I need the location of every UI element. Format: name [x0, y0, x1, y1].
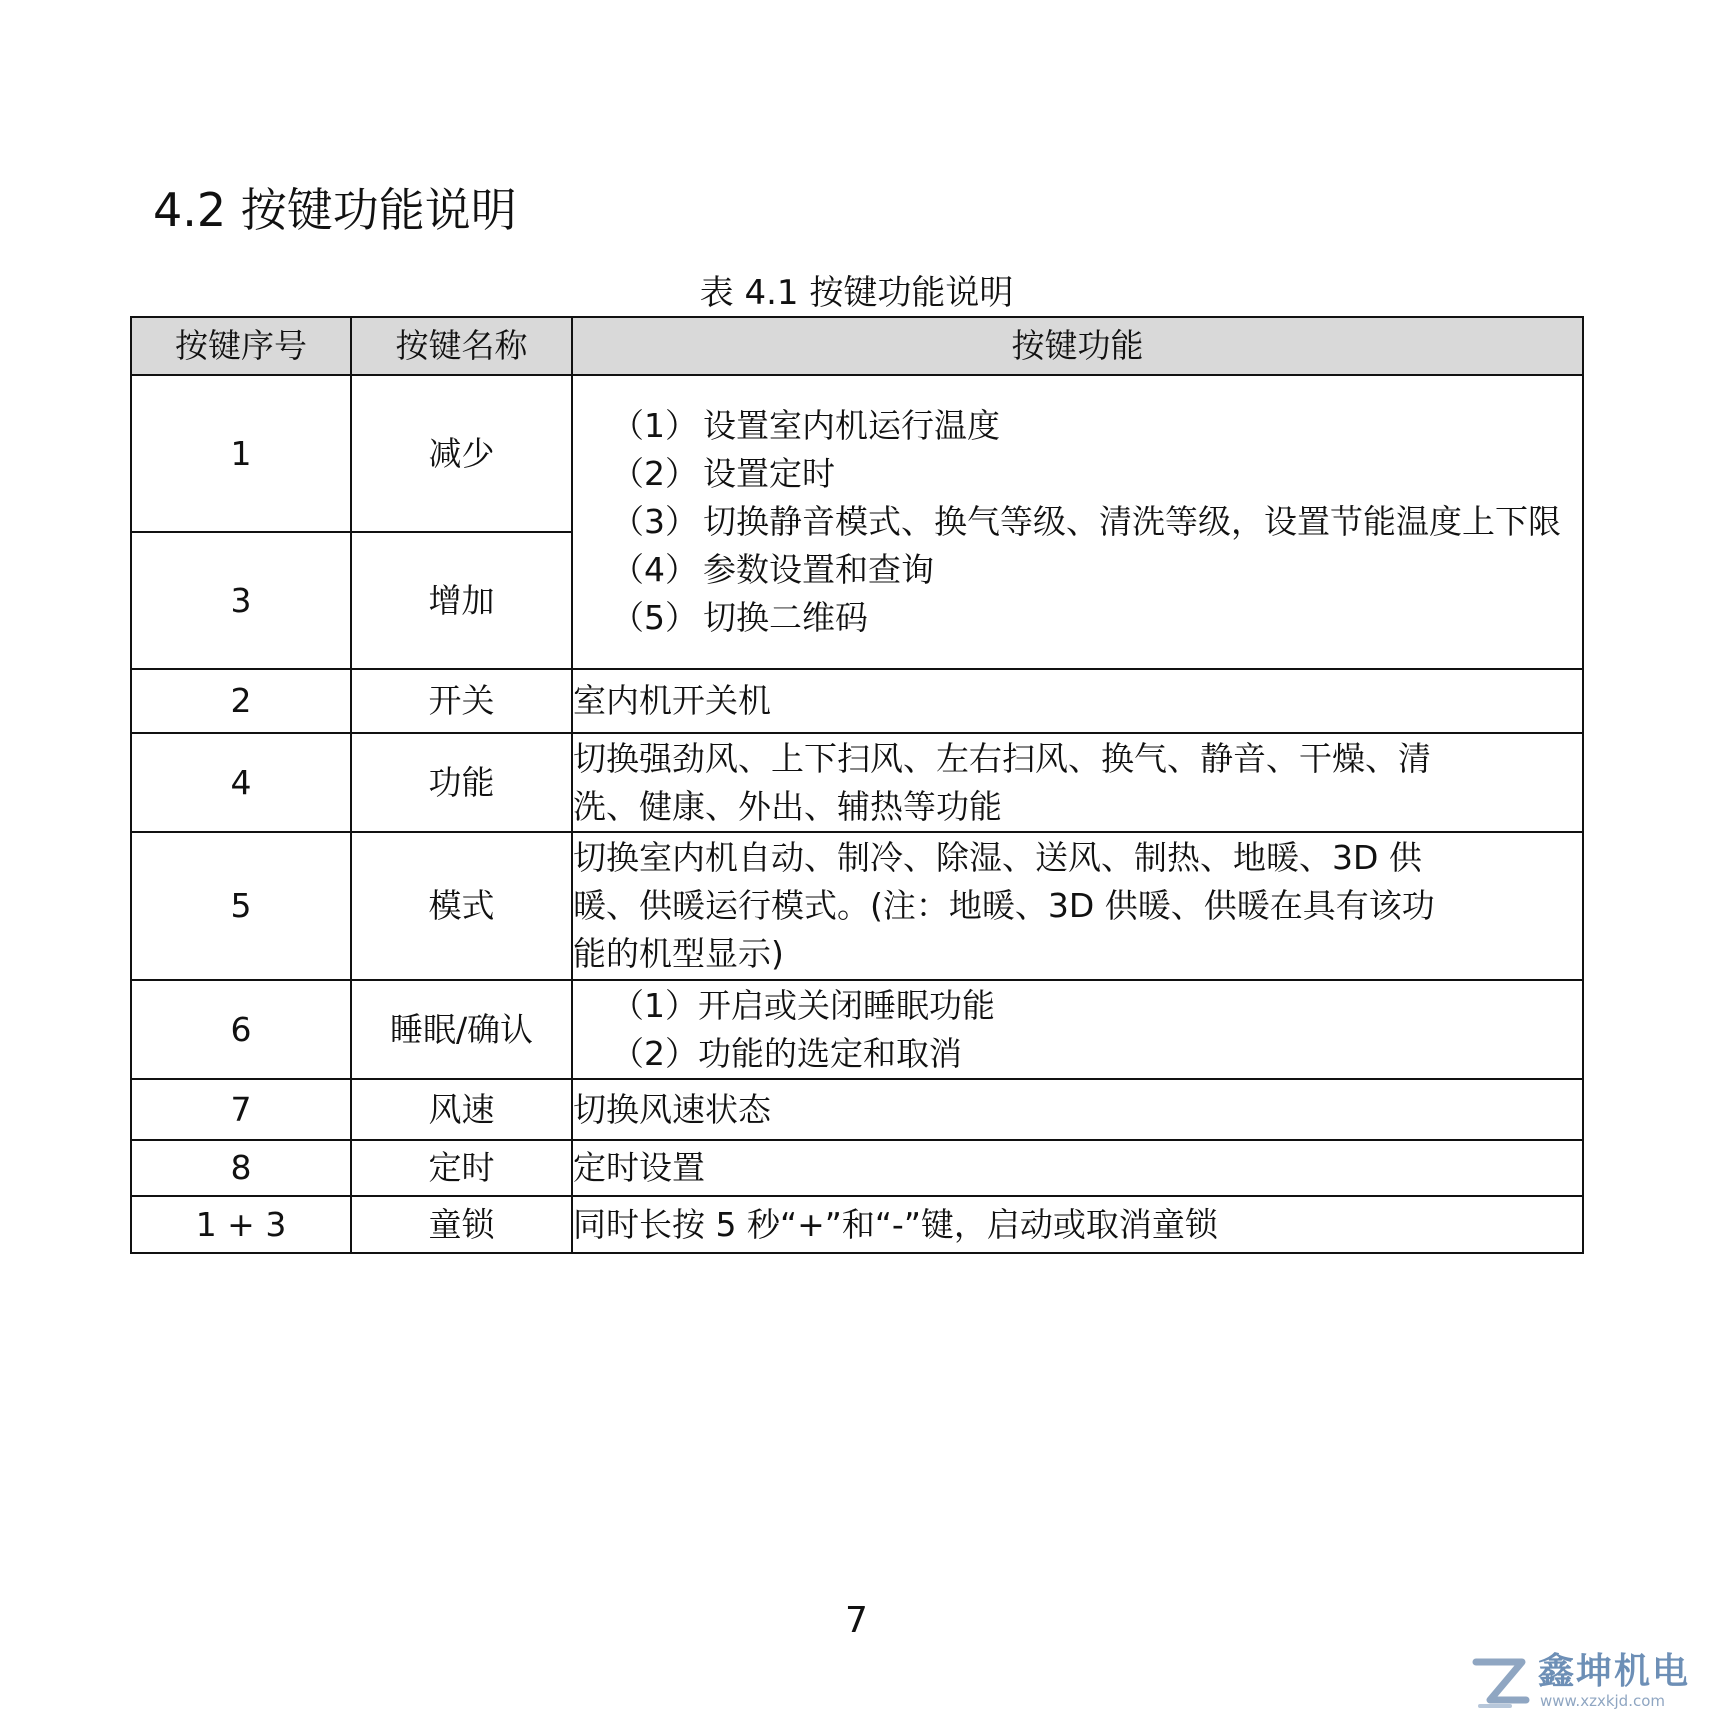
key-number: 1 + 3: [131, 1196, 351, 1253]
key-function: [572, 832, 1583, 980]
key-name: 开关: [351, 669, 572, 733]
key-number: 4: [131, 733, 351, 832]
header-key-name: 按键名称: [351, 317, 572, 375]
key-name: 风速: [351, 1079, 572, 1140]
function-line: 切换室内机自动、制冷、除湿、送风、制热、地暖、3D 供: [573, 838, 1422, 877]
key-name: 减少: [351, 375, 572, 532]
list-item: （2） 功能的选定和取消: [611, 1033, 962, 1073]
list-item: （3） 切换静音模式、换气等级、清洗等级，设置节能温度上下限: [611, 502, 1561, 541]
function-list: [573, 982, 1582, 1078]
key-function: [572, 733, 1583, 832]
function-list: [573, 402, 1582, 642]
table-row: [131, 669, 1583, 733]
table-row: [131, 1140, 1583, 1196]
table-row: [131, 980, 1583, 1079]
key-function: [572, 980, 1583, 1079]
header-key-number: 按键序号: [131, 317, 351, 375]
key-function-table: [130, 316, 1584, 1254]
watermark-text: 鑫坤机电: [1538, 1651, 1691, 1692]
key-number: 3: [131, 532, 351, 669]
key-number: 8: [131, 1140, 351, 1196]
function-line: 切换强劲风、上下扫风、左右扫风、换气、静音、干燥、清: [573, 738, 1431, 778]
key-number: 1: [131, 375, 351, 532]
key-name: 增加: [351, 532, 572, 669]
list-item: （1） 开启或关闭睡眠功能: [611, 985, 995, 1025]
section-title: 4.2 按键功能说明: [153, 183, 517, 237]
list-item: （4） 参数设置和查询: [611, 550, 934, 589]
key-function-shared: [572, 375, 1583, 669]
key-name: 睡眠/确认: [351, 980, 572, 1079]
key-number: 7: [131, 1079, 351, 1140]
function-line: 能的机型显示): [573, 934, 784, 973]
key-number: 5: [131, 832, 351, 980]
key-function: 室内机开关机: [572, 669, 1583, 733]
header-key-function: 按键功能: [572, 317, 1583, 375]
key-name: 模式: [351, 832, 572, 980]
table-row: [131, 1079, 1583, 1140]
table-header-row: [131, 317, 1583, 375]
table-row: [131, 375, 1583, 532]
watermark-url: www.xzxkjd.com: [1540, 1692, 1666, 1710]
function-line: 暖、供暖运行模式。(注：地暖、3D 供暖、供暖在具有该功: [573, 886, 1435, 925]
watermark-logo: [1470, 1650, 1713, 1713]
page-number: 7: [845, 1600, 868, 1641]
key-function: 切换风速状态: [572, 1079, 1583, 1140]
key-function: 同时长按 5 秒“+”和“-”键，启动或取消童锁: [572, 1196, 1583, 1253]
table-row: [131, 1196, 1583, 1253]
table-row: [131, 832, 1583, 980]
key-function: 定时设置: [572, 1140, 1583, 1196]
key-name: 童锁: [351, 1196, 572, 1253]
key-name: 功能: [351, 733, 572, 832]
list-item: （5） 切换二维码: [611, 598, 868, 637]
table-row: [131, 733, 1583, 832]
table-caption: 表 4.1 按键功能说明: [699, 273, 1014, 313]
logo-mark-icon: [1470, 1656, 1532, 1712]
list-item: （1） 设置室内机运行温度: [611, 406, 1000, 445]
function-line: 洗、健康、外出、辅热等功能: [573, 786, 1002, 826]
key-number: 6: [131, 980, 351, 1079]
key-name: 定时: [351, 1140, 572, 1196]
list-item: （2） 设置定时: [611, 454, 835, 493]
key-number: 2: [131, 669, 351, 733]
